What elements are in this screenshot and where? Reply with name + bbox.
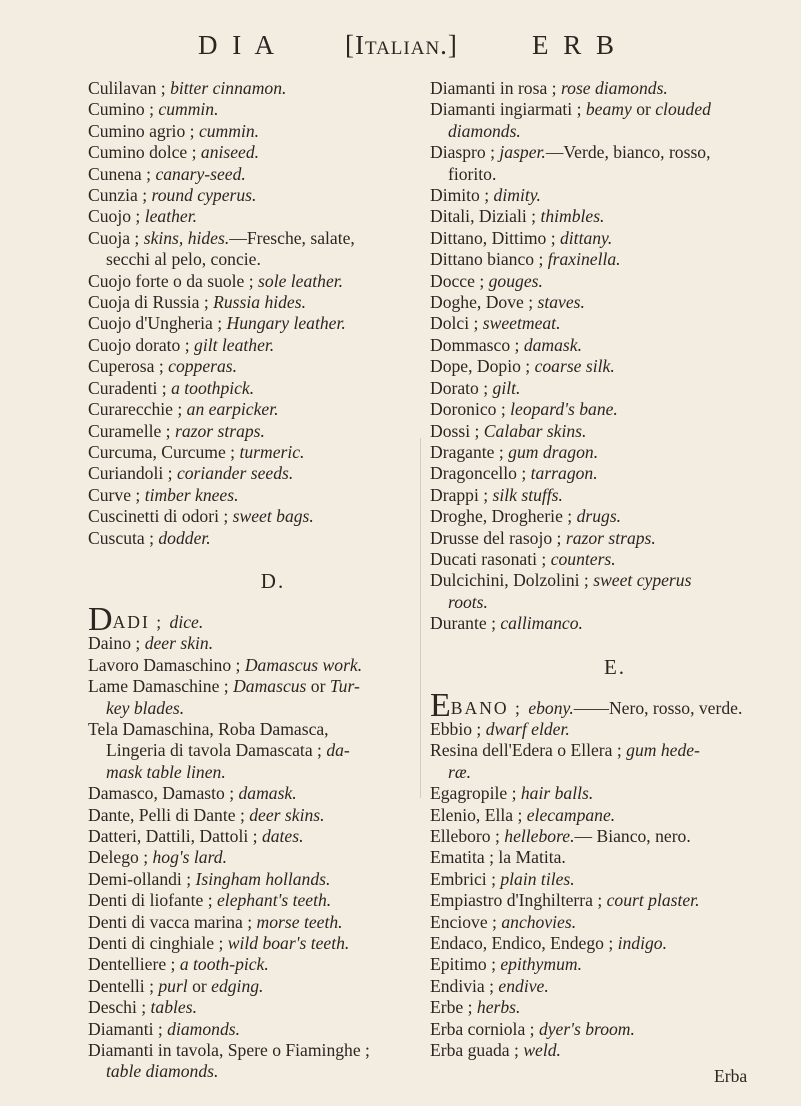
entry-headword: Denti di liofante ; bbox=[88, 890, 217, 911]
entry-headword: Dommasco ; bbox=[430, 334, 524, 355]
entry-headword: Damasco, Damasto ; bbox=[88, 783, 239, 804]
entry-continuation-translation: table diamonds. bbox=[106, 1061, 219, 1082]
entry-headword: Droghe, Drogherie ; bbox=[430, 506, 577, 527]
entry-translation: razor straps. bbox=[174, 420, 265, 441]
dictionary-entry bbox=[88, 847, 458, 868]
entry-headword: Ditali, Diziali ; bbox=[430, 206, 541, 227]
entry-headword: Dittano bianco ; bbox=[430, 249, 548, 270]
entry-translation: deer skin. bbox=[144, 633, 214, 654]
entry-translation: dyer's broom. bbox=[538, 1018, 635, 1039]
dictionary-entry bbox=[88, 676, 458, 719]
entry-translation: diamonds. bbox=[167, 1018, 240, 1039]
dictionary-entry bbox=[430, 292, 800, 313]
left-column bbox=[88, 78, 458, 1083]
entry-translation: herbs. bbox=[476, 997, 521, 1018]
entry-translation: gilt leather. bbox=[194, 334, 275, 355]
dictionary-entry bbox=[88, 655, 458, 676]
entry-translation: weld. bbox=[523, 1040, 561, 1061]
dictionary-entry bbox=[430, 313, 800, 334]
entry-continuation-translation: mask table linen. bbox=[106, 761, 226, 782]
entry-headword: Tela Damaschina, Roba Damasca, bbox=[88, 718, 329, 739]
dropcap-translation: dice. bbox=[169, 611, 204, 632]
entry-note: or bbox=[631, 99, 656, 120]
entry-translation: a tooth-pick. bbox=[179, 954, 269, 975]
entry-headword: Cuojo ; bbox=[88, 206, 145, 227]
dictionary-entry bbox=[430, 549, 800, 570]
dictionary-entry bbox=[430, 206, 800, 227]
entry-headword: Cumino dolce ; bbox=[88, 142, 201, 163]
entry-headword: Dragante ; bbox=[430, 441, 509, 462]
right-column bbox=[430, 78, 800, 1061]
entry-translation: tables. bbox=[150, 997, 197, 1018]
dictionary-entry bbox=[88, 164, 458, 185]
entry-continuation-text: Lingeria di tavola Damascata ; bbox=[106, 740, 327, 761]
dictionary-entry bbox=[430, 528, 800, 549]
entry-headword: Dulcichini, Dolzolini ; bbox=[430, 570, 594, 591]
entry-translation: endive. bbox=[498, 975, 549, 996]
entry-headword: Dentelliere ; bbox=[88, 954, 180, 975]
entry-translation: sweetmeat. bbox=[482, 313, 561, 334]
dictionary-entry bbox=[88, 442, 458, 463]
dropcap-continuation: verde. bbox=[698, 697, 743, 718]
left-entries-top bbox=[88, 78, 458, 549]
dictionary-entry bbox=[430, 506, 800, 527]
entry-continuation-translation: ræ. bbox=[448, 761, 471, 782]
dropcap-letter: D bbox=[88, 600, 113, 638]
dictionary-entry bbox=[430, 378, 800, 399]
entry-continuation-translation: da- bbox=[326, 740, 350, 761]
entry-translation: dates. bbox=[261, 826, 304, 846]
dictionary-entry bbox=[88, 826, 458, 847]
dictionary-entry bbox=[88, 271, 458, 292]
entry-translation: morse teeth. bbox=[256, 911, 343, 932]
entry-headword: Curadenti ; bbox=[88, 377, 172, 398]
dictionary-entry bbox=[88, 206, 458, 227]
entry-headword: Cuoja di Russia ; bbox=[88, 292, 214, 313]
dictionary-entry bbox=[430, 271, 800, 292]
dictionary-entry bbox=[88, 78, 458, 99]
dictionary-entry bbox=[430, 1040, 800, 1061]
entry-headword: Dorato ; bbox=[430, 377, 493, 398]
dictionary-entry bbox=[88, 121, 458, 142]
dictionary-entry bbox=[430, 463, 800, 484]
entry-translation: wild boar's teeth. bbox=[227, 933, 350, 954]
entry-headword: Cuojo dorato ; bbox=[88, 334, 195, 355]
header-center-text: [Italian.] bbox=[345, 30, 458, 60]
entry-translation: Damascus bbox=[233, 676, 307, 697]
entry-note: or bbox=[187, 975, 212, 996]
dictionary-entry bbox=[430, 99, 800, 142]
entry-headword: Dope, Dopio ; bbox=[430, 356, 535, 377]
entry-translation: plain tiles. bbox=[500, 868, 575, 889]
entry-translation-alt: clouded bbox=[655, 99, 711, 120]
entry-headword: Doghe, Dove ; bbox=[430, 292, 538, 313]
right-entries-bottom bbox=[430, 719, 800, 1062]
entry-translation: turmeric. bbox=[239, 441, 305, 462]
entry-continuation-translation: diamonds. bbox=[448, 120, 521, 141]
dictionary-entry bbox=[88, 485, 458, 506]
entry-translation: Calabar skins. bbox=[483, 420, 587, 441]
entry-headword: Erbe ; bbox=[430, 997, 477, 1018]
entry-translation: damask. bbox=[238, 783, 297, 804]
entry-continuation bbox=[430, 164, 800, 185]
entry-continuation-text: secchi al pelo, concie. bbox=[106, 249, 261, 270]
dictionary-entry bbox=[430, 826, 800, 847]
entry-headword: Endivia ; bbox=[430, 975, 499, 996]
dictionary-entry bbox=[88, 335, 458, 356]
dictionary-entry bbox=[88, 506, 458, 527]
dictionary-entry bbox=[88, 954, 458, 975]
entry-headword: Drappi ; bbox=[430, 484, 493, 505]
dictionary-entry bbox=[88, 142, 458, 163]
entry-translation: leather. bbox=[144, 206, 197, 227]
entry-headword: Docce ; bbox=[430, 270, 489, 291]
entry-translation: gum dragon. bbox=[508, 441, 599, 462]
dictionary-entry bbox=[430, 1019, 800, 1040]
dictionary-entry bbox=[430, 228, 800, 249]
entry-headword: Embrici ; bbox=[430, 868, 501, 889]
entry-headword: Curiandoli ; bbox=[88, 463, 177, 484]
dictionary-entry bbox=[88, 1040, 458, 1083]
dictionary-entry bbox=[430, 847, 800, 868]
dictionary-entry bbox=[88, 378, 458, 399]
entry-translation: canary-seed. bbox=[155, 163, 246, 184]
dictionary-entry bbox=[430, 783, 800, 804]
entry-translation: hellebore. bbox=[504, 826, 575, 846]
header-left: D I A bbox=[198, 30, 278, 60]
left-entries-bottom bbox=[88, 633, 458, 1083]
dictionary-entry bbox=[430, 335, 800, 356]
entry-headword: Endaco, Endico, Endego ; bbox=[430, 933, 618, 954]
entry-headword: Ducati rasonati ; bbox=[430, 548, 551, 569]
dictionary-entry bbox=[88, 292, 458, 313]
right-entries-top bbox=[430, 78, 800, 635]
catchword: Erba bbox=[714, 1066, 748, 1086]
entry-headword: Denti di vacca marina ; bbox=[88, 911, 257, 932]
dictionary-entry bbox=[430, 976, 800, 997]
entry-translation: aniseed. bbox=[200, 142, 260, 163]
dictionary-entry bbox=[430, 890, 800, 911]
entry-continuation bbox=[88, 698, 458, 719]
entry-headword: Deschi ; bbox=[88, 997, 151, 1018]
entry-translation: anchovies. bbox=[501, 911, 577, 932]
dictionary-entry bbox=[430, 442, 800, 463]
entry-translation: sweet cyperus bbox=[593, 570, 692, 591]
entry-translation: hog's lard. bbox=[152, 847, 227, 868]
entry-headword: Cuscinetti di odori ; bbox=[88, 506, 233, 527]
dictionary-entry bbox=[88, 185, 458, 206]
entry-translation: staves. bbox=[537, 292, 585, 313]
entry-headword: Lame Damaschine ; bbox=[88, 676, 234, 697]
dictionary-entry bbox=[88, 1019, 458, 1040]
dictionary-entry bbox=[430, 740, 800, 783]
entry-translation: coriander seeds. bbox=[176, 463, 294, 484]
header-right: E R B bbox=[532, 30, 619, 60]
entry-translation: Russia hides. bbox=[213, 292, 306, 313]
dictionary-entry bbox=[88, 912, 458, 933]
entry-headword: Delego ; bbox=[88, 847, 153, 868]
entry-translation: drugs. bbox=[576, 506, 622, 527]
entry-headword: Ematita ; la Matita. bbox=[430, 847, 566, 868]
entry-translation: damask. bbox=[523, 334, 582, 355]
entry-headword: Lavoro Damaschino ; bbox=[88, 654, 245, 675]
entry-headword: Elenio, Ella ; bbox=[430, 804, 527, 825]
entry-translation: a toothpick. bbox=[171, 377, 255, 398]
entry-note: —Fresche, salate, bbox=[229, 227, 355, 248]
entry-translation: fraxinella. bbox=[547, 249, 621, 270]
dictionary-entry bbox=[88, 869, 458, 890]
entry-translation: dodder. bbox=[158, 527, 211, 548]
entry-translation: indigo. bbox=[617, 933, 667, 954]
entry-translation: skins, hides. bbox=[143, 227, 230, 248]
entry-translation: beamy bbox=[585, 99, 632, 120]
entry-headword: Dentelli ; bbox=[88, 975, 159, 996]
entry-continuation bbox=[88, 740, 458, 761]
entry-headword: Epitimo ; bbox=[430, 954, 501, 975]
dictionary-entry bbox=[88, 399, 458, 420]
entry-translation: silk stuffs. bbox=[492, 484, 563, 505]
entry-translation: jasper. bbox=[499, 142, 546, 163]
dictionary-entry bbox=[88, 421, 458, 442]
running-header bbox=[0, 30, 801, 70]
entry-headword: Drusse del rasojo ; bbox=[430, 527, 566, 548]
entry-headword: Elleboro ; bbox=[430, 826, 505, 846]
entry-translation: epithymum. bbox=[500, 954, 582, 975]
entry-translation: Isingham hollands. bbox=[195, 868, 331, 889]
entry-translation: dwarf elder. bbox=[485, 718, 570, 739]
entry-translation: dimity. bbox=[493, 185, 541, 206]
entry-headword: Demi-ollandi ; bbox=[88, 868, 196, 889]
dictionary-entry bbox=[88, 633, 458, 654]
entry-note: or bbox=[306, 676, 330, 697]
dictionary-entry bbox=[88, 528, 458, 549]
entry-headword: Empiastro d'Inghilterra ; bbox=[430, 890, 607, 911]
entry-headword: Erba corniola ; bbox=[430, 1018, 539, 1039]
entry-translation: deer skins. bbox=[249, 804, 325, 825]
entry-headword: Cuperosa ; bbox=[88, 356, 169, 377]
entry-translation: callimanco. bbox=[500, 613, 583, 634]
dictionary-entry bbox=[430, 356, 800, 377]
dictionary-entry bbox=[88, 890, 458, 911]
header-center bbox=[345, 30, 458, 61]
entry-headword: Diamanti in rosa ; bbox=[430, 78, 561, 98]
entry-translation-alt: edging. bbox=[211, 975, 264, 996]
entry-translation: purl bbox=[158, 975, 188, 996]
entry-translation: gilt. bbox=[492, 377, 521, 398]
entry-headword: Cunzia ; bbox=[88, 185, 152, 206]
dictionary-entry bbox=[430, 570, 800, 613]
entry-translation: Hungary leather. bbox=[226, 313, 346, 334]
entry-continuation bbox=[88, 249, 458, 270]
entry-translation: tarragon. bbox=[530, 463, 598, 484]
entry-translation: thimbles. bbox=[540, 206, 605, 227]
entry-headword: Denti di cinghiale ; bbox=[88, 933, 228, 954]
entry-headword: Durante ; bbox=[430, 613, 501, 634]
entry-headword: Datteri, Dattili, Dattoli ; bbox=[88, 826, 262, 846]
dictionary-entry bbox=[430, 421, 800, 442]
dropcap-entry-d bbox=[88, 600, 458, 638]
entry-translation: an earpicker. bbox=[186, 399, 279, 420]
dictionary-entry bbox=[88, 356, 458, 377]
dropcap-translation: ebony. bbox=[528, 697, 574, 718]
entry-translation: round cyperus. bbox=[151, 185, 257, 206]
dictionary-entry bbox=[88, 976, 458, 997]
entry-headword: Curve ; bbox=[88, 484, 145, 505]
entry-continuation-translation: key blades. bbox=[106, 697, 185, 718]
entry-headword: Dossi ; bbox=[430, 420, 484, 441]
entry-continuation bbox=[430, 592, 800, 613]
entry-headword: Ebbio ; bbox=[430, 718, 486, 739]
dictionary-entry bbox=[430, 485, 800, 506]
entry-headword: Cunena ; bbox=[88, 163, 156, 184]
entry-translation: hair balls. bbox=[520, 783, 594, 804]
entry-translation: gouges. bbox=[488, 270, 543, 291]
entry-translation: elecampane. bbox=[526, 804, 616, 825]
entry-note: —Verde, bianco, rosso, bbox=[545, 142, 711, 163]
entry-headword: Cumino agrio ; bbox=[88, 120, 199, 141]
dictionary-entry bbox=[88, 463, 458, 484]
entry-translation: sweet bags. bbox=[232, 506, 314, 527]
dictionary-entry bbox=[430, 933, 800, 954]
entry-continuation bbox=[430, 121, 800, 142]
dropcap-entry-e bbox=[430, 686, 800, 724]
dictionary-entry bbox=[88, 228, 458, 271]
entry-translation: bitter cinnamon. bbox=[170, 78, 287, 98]
entry-headword: Curamelle ; bbox=[88, 420, 175, 441]
dictionary-entry bbox=[430, 185, 800, 206]
entry-translation: Damascus work. bbox=[244, 654, 363, 675]
entry-headword: Diaspro ; bbox=[430, 142, 500, 163]
dictionary-entry bbox=[430, 249, 800, 270]
section-heading-e: E. bbox=[603, 654, 627, 679]
entry-translation: timber knees. bbox=[144, 484, 239, 505]
dictionary-entry bbox=[430, 805, 800, 826]
dictionary-entry bbox=[430, 142, 800, 185]
entry-translation-alt: Tur- bbox=[329, 676, 360, 697]
entry-headword: Dittano, Dittimo ; bbox=[430, 227, 560, 248]
dictionary-entry bbox=[430, 399, 800, 420]
entry-headword: Diamanti ingiarmati ; bbox=[430, 99, 586, 120]
entry-translation: court plaster. bbox=[606, 890, 700, 911]
entry-headword: Doronico ; bbox=[430, 399, 511, 420]
entry-headword: Cumino ; bbox=[88, 99, 159, 120]
entry-continuation bbox=[430, 762, 800, 783]
entry-headword: Curcuma, Curcume ; bbox=[88, 441, 240, 462]
entry-headword: Cuoja ; bbox=[88, 227, 144, 248]
entry-translation: leopard's bane. bbox=[510, 399, 618, 420]
entry-headword: Dragoncello ; bbox=[430, 463, 531, 484]
dictionary-entry bbox=[430, 78, 800, 99]
entry-translation: elephant's teeth. bbox=[217, 890, 332, 911]
dictionary-entry bbox=[88, 313, 458, 334]
entry-translation: sole leather. bbox=[258, 270, 344, 291]
entry-headword: Dante, Pelli di Dante ; bbox=[88, 804, 250, 825]
dropcap-caps: BANO ; bbox=[450, 697, 529, 718]
dropcap-caps: ADI ; bbox=[112, 611, 170, 632]
entry-headword: Diamanti ; bbox=[88, 1018, 168, 1039]
entry-headword: Dimito ; bbox=[430, 185, 494, 206]
entry-headword: Cuscuta ; bbox=[88, 527, 159, 548]
entry-translation: dittany. bbox=[560, 227, 613, 248]
entry-translation: rose diamonds. bbox=[560, 78, 668, 98]
dictionary-entry bbox=[88, 997, 458, 1018]
entry-note: — Bianco, nero. bbox=[574, 826, 691, 846]
entry-headword: Diamanti in tavola, Spere o Fiaminghe ; bbox=[88, 1040, 370, 1061]
entry-headword: Erba guada ; bbox=[430, 1040, 524, 1061]
entry-translation: copperas. bbox=[168, 356, 238, 377]
dropcap-rest: ——Nero, rosso, bbox=[573, 697, 695, 718]
dictionary-entry bbox=[88, 719, 458, 783]
entry-headword: Enciove ; bbox=[430, 911, 502, 932]
dictionary-entry bbox=[88, 783, 458, 804]
dictionary-entry bbox=[430, 912, 800, 933]
dictionary-entry bbox=[88, 805, 458, 826]
entry-translation: razor straps. bbox=[565, 527, 656, 548]
entry-continuation-text: fiorito. bbox=[448, 163, 497, 184]
entry-continuation-translation: roots. bbox=[448, 591, 488, 612]
entry-headword: Curarecchie ; bbox=[88, 399, 187, 420]
entry-continuation bbox=[88, 1061, 458, 1082]
dictionary-entry bbox=[88, 99, 458, 120]
dictionary-entry bbox=[430, 613, 800, 634]
entry-headword: Cuojo forte o da suole ; bbox=[88, 270, 259, 291]
dictionary-entry bbox=[430, 954, 800, 975]
entry-headword: Resina dell'Edera o Ellera ; bbox=[430, 740, 627, 761]
dictionary-entry bbox=[88, 933, 458, 954]
dictionary-entry bbox=[430, 997, 800, 1018]
entry-headword: Cuojo d'Ungheria ; bbox=[88, 313, 227, 334]
dictionary-entry bbox=[430, 869, 800, 890]
entry-headword: Daino ; bbox=[88, 633, 145, 654]
dropcap-letter: E bbox=[430, 686, 451, 724]
entry-headword: Egagropile ; bbox=[430, 783, 521, 804]
entry-headword: Culilavan ; bbox=[88, 78, 171, 98]
dictionary-entry bbox=[430, 719, 800, 740]
entry-headword: Dolci ; bbox=[430, 313, 483, 334]
entry-translation: counters. bbox=[550, 548, 616, 569]
entry-continuation bbox=[88, 762, 458, 783]
section-heading-d: D. bbox=[260, 568, 286, 593]
entry-translation: cummin. bbox=[198, 120, 260, 141]
entry-translation: coarse silk. bbox=[534, 356, 615, 377]
entry-translation: gum hede- bbox=[626, 740, 700, 761]
entry-translation: cummin. bbox=[158, 99, 219, 120]
